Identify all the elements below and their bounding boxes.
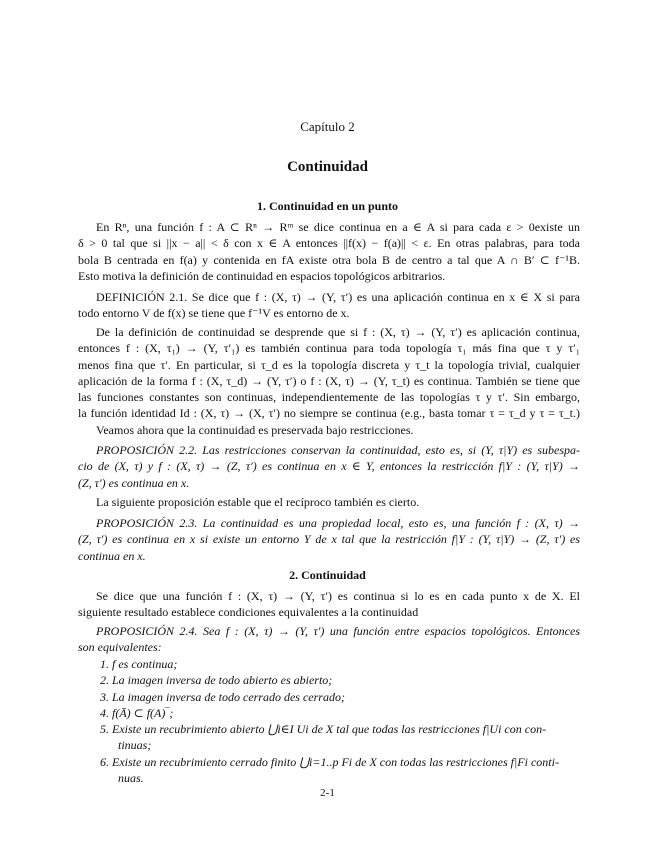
paragraph-reciprocal bbox=[78, 494, 580, 510]
text-line: (Z, τ′) es continua en x. bbox=[78, 475, 190, 490]
text-line: La siguiente proposición estable que el recíproco también es cierto. bbox=[96, 495, 420, 509]
text-line: DEFINICIÓN 2.1. Se dice que f : (X, τ) → (Y, τ′) es una aplicación continua en x ∈ X si para bbox=[96, 290, 580, 304]
chapter-title: Continuidad bbox=[287, 159, 368, 175]
text-line: Veamos ahora que la continuidad es preservada bajo restricciones. bbox=[96, 422, 414, 437]
list-item: 1. f es continua; bbox=[100, 657, 178, 671]
paragraph-continuity bbox=[78, 588, 580, 621]
text-line: las funciones constantes son continuas, independientemente de las topologías τ y τ′. Sin embargo, bbox=[78, 390, 580, 405]
page-number: 2-1 bbox=[320, 787, 335, 799]
text-line: δ > 0 tal que si ||x − a|| < δ con x ∈ A entonces ||f(x) − f(a)|| < ε. En otras palabras, para toda bbox=[78, 236, 580, 251]
list-item: 6. Existe un recubrimiento cerrado finito ⋃i=1..p Fi de X con todas las restricciones f|Fi conti- bbox=[100, 754, 559, 769]
text-line: cio de (X, τ) y f : (X, τ) → (Z, τ′) es continua en x ∈ Y, entonces la restricción f|Y : (Y, τ|Y) → bbox=[78, 459, 580, 474]
list-item: 3. La imagen inversa de todo cerrado des cerrado; bbox=[100, 689, 345, 704]
text-line: PROPOSICIÓN 2.2. Las restricciones conservan la continuidad, esto es, si (Y, τ|Y) es subespa- bbox=[96, 443, 580, 457]
text-line: continua en x. bbox=[78, 548, 146, 563]
proposition-2-2 bbox=[78, 442, 580, 491]
list-item-continuation: tinuas; bbox=[118, 738, 152, 753]
definition-2-1 bbox=[78, 289, 580, 322]
text-line: PROPOSICIÓN 2.4. Sea f : (X, τ) → (Y, τ′) una función entre espacios topológicos. Entonces bbox=[96, 624, 580, 638]
text-line: Esto motiva la definición de continuidad en espacios topológicos arbitrarios. bbox=[78, 268, 446, 283]
text-line: siguiente resultado establece condiciones equivalentes a la continuidad bbox=[78, 605, 419, 620]
text-line: menos fina que τ′. En particular, si τ_d es la topología discreta y τ_t la topología trivial, cualquier bbox=[78, 357, 580, 372]
chapter-label: Capítulo 2 bbox=[300, 119, 355, 134]
text-line: son equivalentes: bbox=[78, 640, 162, 655]
text-line: entonces f : (X, τ₁) → (Y, τ′₁) es también continua para toda topología τ₁ más fina que τ y τ′₁ bbox=[78, 341, 580, 356]
text-line: PROPOSICIÓN 2.3. La continuidad es una propiedad local, esto es, una función f : (X, τ) → bbox=[96, 516, 580, 530]
list-item-continuation: nuas. bbox=[118, 771, 144, 786]
section-heading-1: 1. Continuidad en un punto bbox=[256, 199, 399, 213]
list-item: 5. Existe un recubrimiento abierto ⋃i∈I Ui de X tal que todas las restricciones f|Ui con con- bbox=[100, 722, 547, 737]
text-line: De la definición de continuidad se desprende que si f : (X, τ) → (Y, τ′) es aplicación continua, bbox=[96, 325, 580, 339]
text-line: la función identidad Id : (X, τ) → (X, τ′) no siempre se continua (e.g., basta tomar τ = τ_d y τ = τ_t.) bbox=[78, 406, 580, 421]
proposition-2-3 bbox=[78, 515, 580, 564]
text-line: En Rⁿ, una función f : A ⊂ Rⁿ → Rᵐ se dice continua en a ∈ A si para cada ε > 0existe un bbox=[96, 220, 580, 234]
text-line: bola B centrada en f(a) y contenida en fA existe otra bola B de centro a tal que A ∩ B′ ⊂ f⁻¹B. bbox=[78, 252, 580, 267]
list-item: 2. La imagen inversa de todo abierto es abierto; bbox=[100, 673, 333, 688]
text-line: todo entorno V de f(x) se tiene que f⁻¹V es entorno de x. bbox=[78, 306, 350, 321]
paragraph-definition-remarks bbox=[78, 324, 580, 438]
proposition-2-4 bbox=[78, 623, 580, 656]
equivalence-list bbox=[78, 656, 580, 786]
text-line: (Z, τ′) es continua en x si existe un entorno Y de x tal que la restricción f|Y : (Y, τ|Y) → (Z, τ′) es bbox=[78, 532, 580, 547]
paragraph-intro bbox=[78, 219, 580, 284]
section-heading-2: 2. Continuidad bbox=[289, 568, 366, 582]
list-item: 4. f(Ā) ⊂ f(A)‾; bbox=[100, 705, 174, 720]
text-line: aplicación de la forma f : (X, τ_d) → (Y, τ′) o f : (X, τ) → (Y, τ_t) es continua. También se tiene que bbox=[78, 373, 580, 388]
text-line: Se dice que una función f : (X, τ) → (Y, τ′) es continua si lo es en cada punto x de X. El bbox=[96, 589, 580, 603]
